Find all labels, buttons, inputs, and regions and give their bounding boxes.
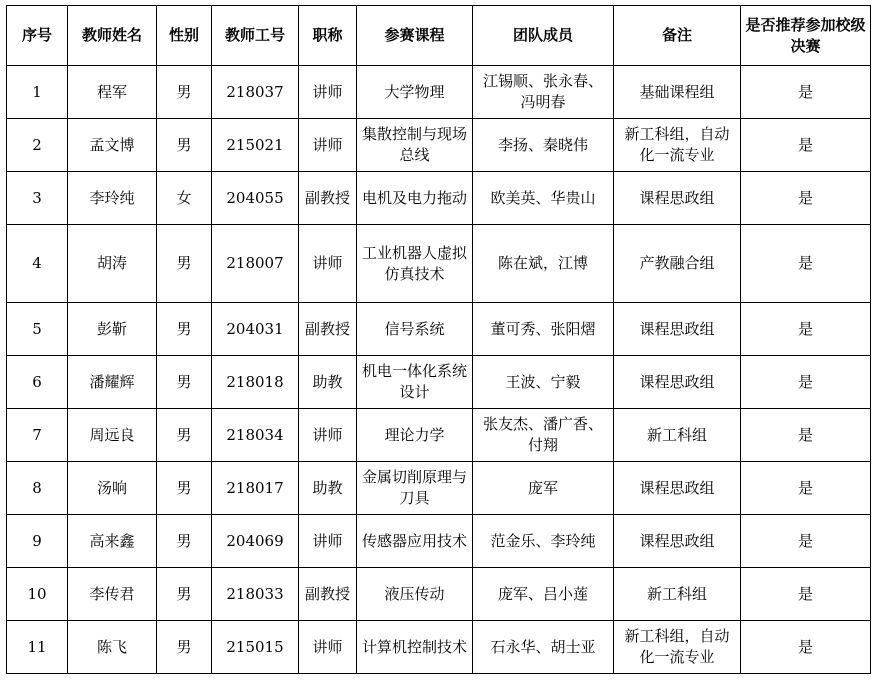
cell-id: 204031: [212, 303, 299, 356]
cell-gender: 男: [157, 462, 212, 515]
cell-note: 课程思政组: [614, 303, 741, 356]
cell-no: 3: [7, 172, 68, 225]
cell-note: 课程思政组: [614, 356, 741, 409]
table-row: [7, 66, 871, 119]
cell-gender: 男: [157, 568, 212, 621]
header-recommend: 是否推荐参加校级决赛: [741, 6, 871, 66]
cell-course: 金属切削原理与刀具: [357, 462, 473, 515]
cell-id: 218017: [212, 462, 299, 515]
cell-note: 课程思政组: [614, 172, 741, 225]
teacher-competition-table: [6, 5, 871, 674]
header-course: 参赛课程: [357, 6, 473, 66]
cell-title: 助教: [299, 356, 357, 409]
cell-recommend: 是: [741, 568, 871, 621]
table-row: [7, 225, 871, 303]
cell-note: 新工科组: [614, 409, 741, 462]
cell-recommend: 是: [741, 462, 871, 515]
cell-name: 潘耀辉: [68, 356, 157, 409]
cell-recommend: 是: [741, 119, 871, 172]
cell-title: 副教授: [299, 172, 357, 225]
cell-course: 信号系统: [357, 303, 473, 356]
cell-gender: 男: [157, 356, 212, 409]
cell-note: 课程思政组: [614, 462, 741, 515]
cell-no: 8: [7, 462, 68, 515]
table-row: [7, 356, 871, 409]
cell-members: 王波、宁毅: [473, 356, 614, 409]
cell-title: 讲师: [299, 66, 357, 119]
cell-id: 215021: [212, 119, 299, 172]
cell-no: 6: [7, 356, 68, 409]
table-row: [7, 515, 871, 568]
cell-title: 讲师: [299, 409, 357, 462]
cell-note: 新工科组，自动化一流专业: [614, 119, 741, 172]
cell-name: 程军: [68, 66, 157, 119]
cell-no: 2: [7, 119, 68, 172]
cell-course: 集散控制与现场总线: [357, 119, 473, 172]
table-row: [7, 303, 871, 356]
cell-title: 讲师: [299, 621, 357, 674]
cell-gender: 男: [157, 119, 212, 172]
cell-members: 董可秀、张阳熠: [473, 303, 614, 356]
cell-title: 副教授: [299, 303, 357, 356]
table-row: [7, 172, 871, 225]
cell-name: 李传君: [68, 568, 157, 621]
cell-title: 副教授: [299, 568, 357, 621]
cell-course: 理论力学: [357, 409, 473, 462]
cell-note: 新工科组，自动化一流专业: [614, 621, 741, 674]
table-row: [7, 119, 871, 172]
cell-gender: 男: [157, 515, 212, 568]
cell-members: 范金乐、李玲纯: [473, 515, 614, 568]
cell-course: 机电一体化系统设计: [357, 356, 473, 409]
cell-no: 1: [7, 66, 68, 119]
header-id: 教师工号: [212, 6, 299, 66]
cell-name: 孟文博: [68, 119, 157, 172]
header-members: 团队成员: [473, 6, 614, 66]
header-note: 备注: [614, 6, 741, 66]
cell-title: 讲师: [299, 515, 357, 568]
cell-course: 工业机器人虚拟仿真技术: [357, 225, 473, 303]
cell-id: 218018: [212, 356, 299, 409]
cell-gender: 男: [157, 409, 212, 462]
cell-name: 陈飞: [68, 621, 157, 674]
cell-note: 基础课程组: [614, 66, 741, 119]
cell-gender: 男: [157, 621, 212, 674]
cell-id: 215015: [212, 621, 299, 674]
cell-course: 计算机控制技术: [357, 621, 473, 674]
header-name: 教师姓名: [68, 6, 157, 66]
cell-recommend: 是: [741, 225, 871, 303]
cell-recommend: 是: [741, 515, 871, 568]
cell-name: 彭靳: [68, 303, 157, 356]
cell-recommend: 是: [741, 303, 871, 356]
table-row: [7, 568, 871, 621]
cell-gender: 男: [157, 66, 212, 119]
header-gender: 性别: [157, 6, 212, 66]
cell-members: 张友杰、潘广香、付翔: [473, 409, 614, 462]
cell-members: 庞军: [473, 462, 614, 515]
cell-gender: 男: [157, 303, 212, 356]
cell-note: 产教融合组: [614, 225, 741, 303]
cell-recommend: 是: [741, 172, 871, 225]
header-title: 职称: [299, 6, 357, 66]
cell-id: 218034: [212, 409, 299, 462]
cell-members: 江锡顺、张永春、冯明春: [473, 66, 614, 119]
cell-members: 欧美英、华贵山: [473, 172, 614, 225]
cell-note: 新工科组: [614, 568, 741, 621]
cell-no: 9: [7, 515, 68, 568]
cell-recommend: 是: [741, 356, 871, 409]
cell-course: 液压传动: [357, 568, 473, 621]
cell-members: 李扬、秦晓伟: [473, 119, 614, 172]
cell-no: 11: [7, 621, 68, 674]
cell-title: 助教: [299, 462, 357, 515]
cell-course: 电机及电力拖动: [357, 172, 473, 225]
cell-name: 周远良: [68, 409, 157, 462]
cell-name: 胡涛: [68, 225, 157, 303]
cell-members: 庞军、吕小莲: [473, 568, 614, 621]
cell-id: 204069: [212, 515, 299, 568]
cell-no: 10: [7, 568, 68, 621]
cell-id: 218037: [212, 66, 299, 119]
header-row: [7, 6, 871, 66]
table-row: [7, 621, 871, 674]
cell-id: 204055: [212, 172, 299, 225]
cell-members: 陈在斌，江博: [473, 225, 614, 303]
cell-gender: 男: [157, 225, 212, 303]
cell-recommend: 是: [741, 409, 871, 462]
cell-course: 传感器应用技术: [357, 515, 473, 568]
cell-id: 218033: [212, 568, 299, 621]
cell-recommend: 是: [741, 621, 871, 674]
cell-name: 高来鑫: [68, 515, 157, 568]
table-row: [7, 462, 871, 515]
cell-course: 大学物理: [357, 66, 473, 119]
cell-recommend: 是: [741, 66, 871, 119]
cell-no: 4: [7, 225, 68, 303]
cell-name: 李玲纯: [68, 172, 157, 225]
cell-title: 讲师: [299, 225, 357, 303]
cell-gender: 女: [157, 172, 212, 225]
table-row: [7, 409, 871, 462]
cell-id: 218007: [212, 225, 299, 303]
cell-no: 5: [7, 303, 68, 356]
cell-members: 石永华、胡士亚: [473, 621, 614, 674]
cell-note: 课程思政组: [614, 515, 741, 568]
cell-title: 讲师: [299, 119, 357, 172]
header-no: 序号: [7, 6, 68, 66]
cell-name: 汤响: [68, 462, 157, 515]
cell-no: 7: [7, 409, 68, 462]
